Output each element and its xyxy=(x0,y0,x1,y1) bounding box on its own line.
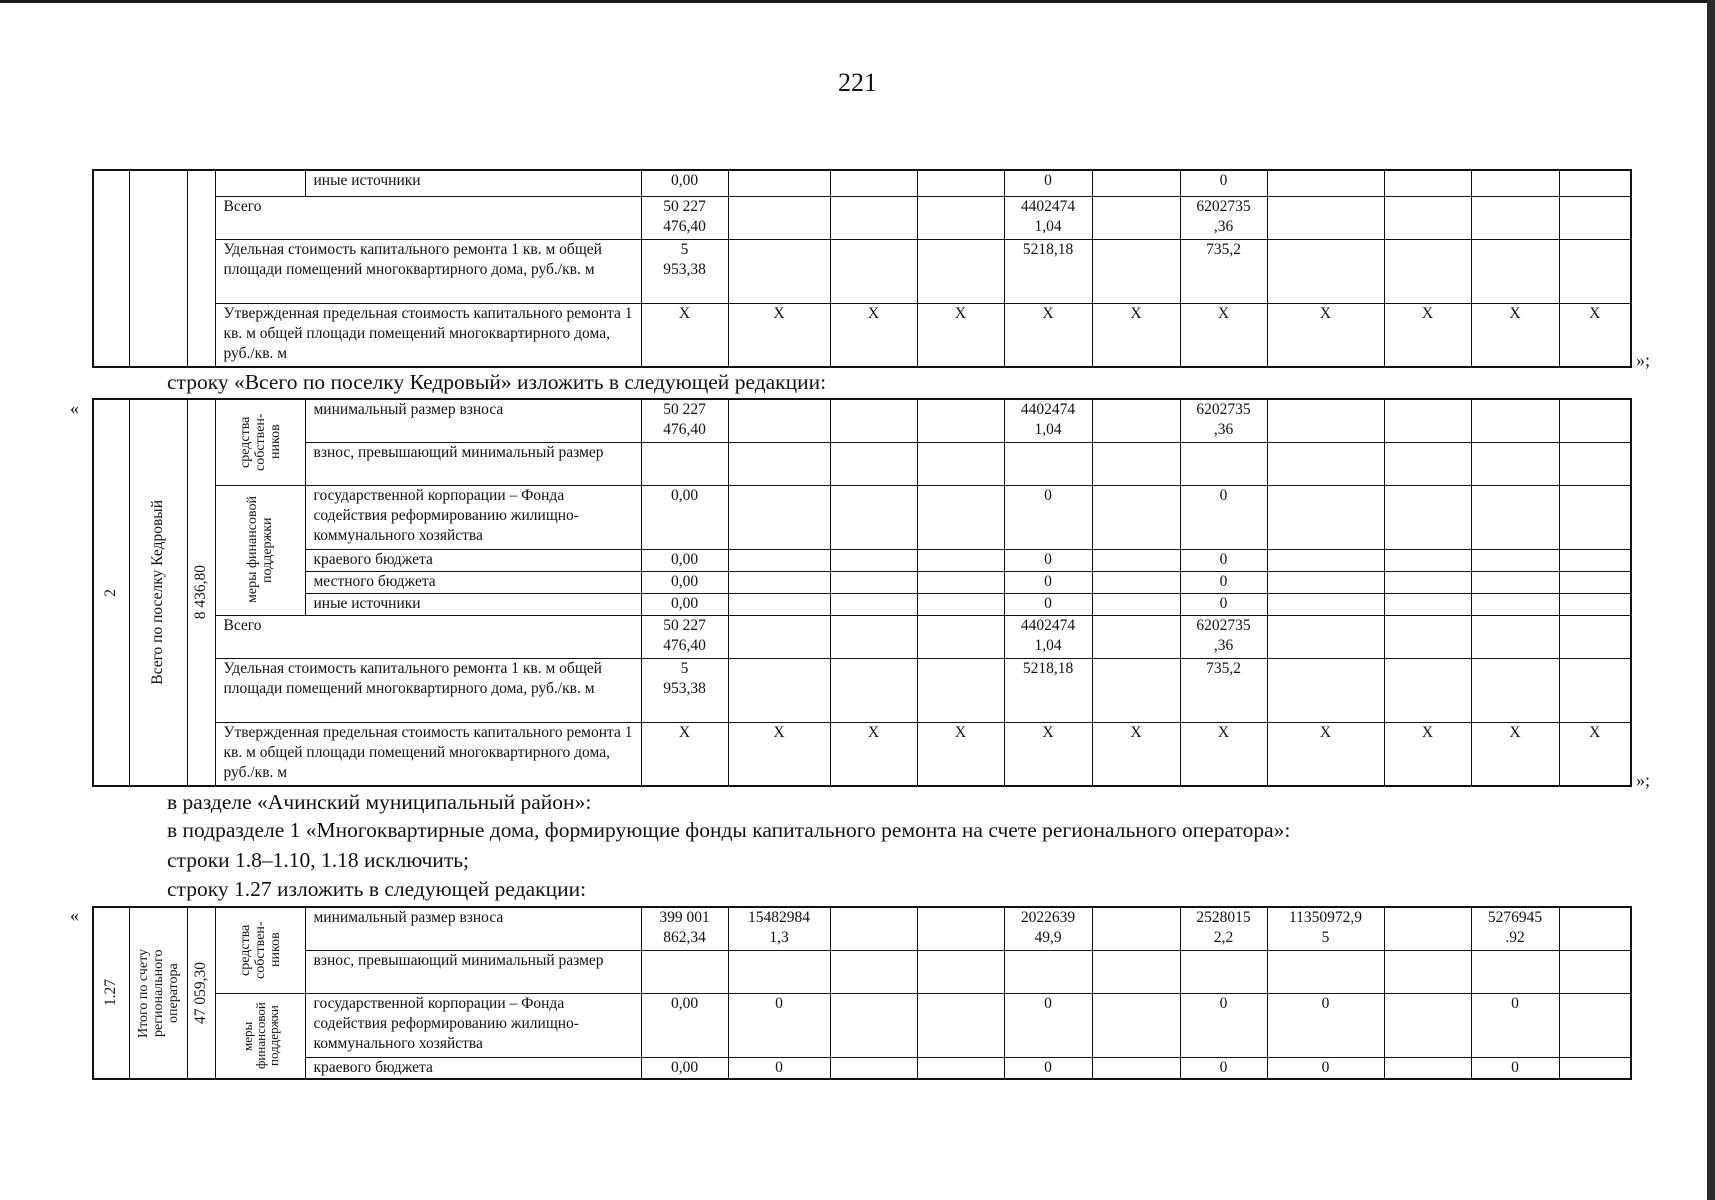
table-cell: 11350972,9 5 xyxy=(1267,907,1384,950)
table-cell: 0 xyxy=(1004,571,1092,593)
table-cell: X xyxy=(728,303,830,367)
table-cell: 0 xyxy=(1471,1057,1559,1079)
table-kedrovy xyxy=(92,398,1632,787)
table-cell xyxy=(1384,485,1471,549)
table-cell xyxy=(1559,907,1631,950)
table-cell xyxy=(1559,549,1631,571)
table-cell xyxy=(1180,950,1267,993)
table-cell xyxy=(1384,593,1471,615)
table-group-cell xyxy=(215,170,305,196)
table-cell xyxy=(830,615,917,658)
table-cell xyxy=(1471,615,1559,658)
table-cell xyxy=(917,485,1004,549)
table-cell xyxy=(917,239,1004,303)
table-cell xyxy=(1092,170,1180,196)
row-label: местного бюджета xyxy=(305,571,641,593)
table-cell xyxy=(1384,442,1471,485)
open-quote: « xyxy=(70,905,79,925)
table-cell xyxy=(1092,907,1180,950)
table-cell xyxy=(1559,399,1631,442)
table-cell xyxy=(830,1057,917,1079)
table-cell xyxy=(1267,485,1384,549)
table-cell: X xyxy=(1004,722,1092,786)
row-label: минимальный размер взноса xyxy=(305,907,641,950)
table-cell xyxy=(830,485,917,549)
table-cell: 0 xyxy=(1267,1057,1384,1079)
table-cell: 50 227 476,40 xyxy=(641,196,728,239)
table-cell: 0 xyxy=(1004,993,1092,1057)
table-cell xyxy=(728,196,830,239)
table-cell xyxy=(917,658,1004,722)
table-cell xyxy=(1267,658,1384,722)
row-label: Утвержденная предельная стоимость капитального ремонта 1 кв. м общей площади помещений многоквартирного дома, руб./кв. м xyxy=(215,303,641,367)
row-name: Итого по счету регионального оператора xyxy=(129,907,187,1079)
table-cell xyxy=(641,950,728,993)
table-cell xyxy=(1092,196,1180,239)
table-cell xyxy=(1559,993,1631,1057)
table-cell: X xyxy=(641,722,728,786)
table-cell xyxy=(1267,549,1384,571)
table-cell xyxy=(728,239,830,303)
table-cell: 0 xyxy=(1004,549,1092,571)
table-cell xyxy=(1092,993,1180,1057)
table-cell xyxy=(728,615,830,658)
table-cell xyxy=(830,593,917,615)
table-cell xyxy=(917,170,1004,196)
table-cell: 6202735 ,36 xyxy=(1180,615,1267,658)
paragraph-subsection: в подразделе 1 «Многоквартирные дома, формирующие фонды капитального ремонта на счете регионального оператора»: xyxy=(167,818,1291,842)
table-cell xyxy=(917,615,1004,658)
table-col-num xyxy=(93,170,129,367)
row-label: взнос, превышающий минимальный размер xyxy=(305,442,641,485)
table-cell xyxy=(1559,239,1631,303)
table-cell: 0 xyxy=(728,1057,830,1079)
table-cell xyxy=(1384,950,1471,993)
row-label: минимальный размер взноса xyxy=(305,399,641,442)
table-cell xyxy=(1559,950,1631,993)
table-cell xyxy=(728,571,830,593)
table-cell: 399 001 862,34 xyxy=(641,907,728,950)
table-cell: 4402474 1,04 xyxy=(1004,399,1092,442)
table-cell xyxy=(728,399,830,442)
table-cell: 0 xyxy=(1180,593,1267,615)
table-cell xyxy=(1559,170,1631,196)
table-cell: X xyxy=(728,722,830,786)
table-cell: 0 xyxy=(1180,571,1267,593)
table-cell: X xyxy=(1180,722,1267,786)
table-cell xyxy=(1471,658,1559,722)
table-cell: X xyxy=(1267,722,1384,786)
table-cell xyxy=(1092,399,1180,442)
table-cell xyxy=(1471,549,1559,571)
table-cell xyxy=(1004,950,1092,993)
table-cell: 0 xyxy=(1180,993,1267,1057)
table-cell xyxy=(917,399,1004,442)
table-cell xyxy=(1471,399,1559,442)
table-cell xyxy=(1267,239,1384,303)
table-cell: 5 953,38 xyxy=(641,658,728,722)
open-quote: « xyxy=(70,398,79,418)
table-cell: 0 xyxy=(1004,1057,1092,1079)
table-cell xyxy=(830,993,917,1057)
paragraph-exclude: строки 1.8–1.10, 1.18 исключить; xyxy=(167,848,469,872)
table-cell xyxy=(1384,170,1471,196)
table-cell: X xyxy=(1180,303,1267,367)
table-cell: X xyxy=(830,722,917,786)
table-cell xyxy=(1092,658,1180,722)
table-cell xyxy=(1092,593,1180,615)
table-cell xyxy=(830,907,917,950)
table-cell: 6202735 ,36 xyxy=(1180,196,1267,239)
table-cell xyxy=(1559,615,1631,658)
row-label: иные источники xyxy=(305,593,641,615)
table-cell: 0,00 xyxy=(641,170,728,196)
table-cell xyxy=(1092,615,1180,658)
table-cell: 0 xyxy=(1180,1057,1267,1079)
table-cell xyxy=(1267,442,1384,485)
table-cell xyxy=(1092,950,1180,993)
table-cell xyxy=(728,658,830,722)
table-cell: X xyxy=(1004,303,1092,367)
row-label: Всего xyxy=(215,615,641,658)
paragraph-instruction: строку 1.27 изложить в следующей редакции: xyxy=(167,877,587,901)
table-cell: 2528015 2,2 xyxy=(1180,907,1267,950)
table-cell: 0 xyxy=(728,993,830,1057)
table-cell: 0 xyxy=(1471,993,1559,1057)
table-cell xyxy=(1267,593,1384,615)
table-cell xyxy=(830,239,917,303)
table-row-1-27 xyxy=(92,906,1632,1080)
table-cell xyxy=(1267,399,1384,442)
table-cell xyxy=(1471,950,1559,993)
table-cell: X xyxy=(1384,303,1471,367)
table-cell xyxy=(1471,170,1559,196)
table-cell: 2022639 49,9 xyxy=(1004,907,1092,950)
table-cell xyxy=(917,571,1004,593)
table-cell xyxy=(1559,571,1631,593)
table-cell xyxy=(917,593,1004,615)
table-cell xyxy=(830,442,917,485)
table-cell xyxy=(830,196,917,239)
scan-edge-right xyxy=(1707,0,1715,1200)
row-label: иные источники xyxy=(305,170,641,196)
table-cell: 0 xyxy=(1004,485,1092,549)
table-cell: X xyxy=(1267,303,1384,367)
row-area: 8 436,80 xyxy=(187,399,215,786)
table-cell xyxy=(1267,950,1384,993)
table-cell: X xyxy=(917,303,1004,367)
table-cell: X xyxy=(1471,303,1559,367)
table-cell xyxy=(1384,1057,1471,1079)
group-support: меры финансовой поддержки xyxy=(215,485,305,615)
table-cell xyxy=(1384,196,1471,239)
row-label: Утвержденная предельная стоимость капитального ремонта 1 кв. м общей площади помещений многоквартирного дома, руб./кв. м xyxy=(215,722,641,786)
table-cell xyxy=(1267,571,1384,593)
row-label: Удельная стоимость капитального ремонта 1 кв. м общей площади помещений многоквартирного дома, руб./кв. м xyxy=(215,658,641,722)
row-area: 47 059,30 xyxy=(187,907,215,1079)
table-cell: 6202735 ,36 xyxy=(1180,399,1267,442)
table-cell xyxy=(1471,485,1559,549)
table-cell xyxy=(1384,571,1471,593)
table-cell xyxy=(1092,549,1180,571)
table-cell xyxy=(917,907,1004,950)
table-cell xyxy=(917,196,1004,239)
table-cell xyxy=(1384,993,1471,1057)
table-cell: 50 227 476,40 xyxy=(641,399,728,442)
table-cell: 0,00 xyxy=(641,993,728,1057)
table-cell xyxy=(1384,399,1471,442)
table-cell: 0 xyxy=(1180,485,1267,549)
table-cell xyxy=(728,442,830,485)
table-cell xyxy=(830,950,917,993)
table-cell: 0 xyxy=(1004,593,1092,615)
table-cell: 15482984 1,3 xyxy=(728,907,830,950)
table-cell xyxy=(1384,549,1471,571)
group-owners: средства собствен-ников xyxy=(215,907,305,993)
table-cell xyxy=(917,442,1004,485)
table-cell: 5218,18 xyxy=(1004,658,1092,722)
table-cell: X xyxy=(1559,722,1631,786)
table-cell xyxy=(1559,442,1631,485)
row-label: государственной корпорации – Фонда содействия реформированию жилищно-коммунального хозяйства xyxy=(305,485,641,549)
table-col-name xyxy=(129,170,187,367)
table-cell xyxy=(1384,907,1471,950)
table-cell xyxy=(830,549,917,571)
table-cell xyxy=(1092,1057,1180,1079)
table-cell xyxy=(1471,442,1559,485)
table-cell xyxy=(1267,170,1384,196)
table-cell xyxy=(917,549,1004,571)
page-number: 221 xyxy=(838,68,877,97)
table-cell: 5 953,38 xyxy=(641,239,728,303)
table-cell: 5276945 .92 xyxy=(1471,907,1559,950)
table-cell: 0 xyxy=(1180,170,1267,196)
table-cell xyxy=(1559,196,1631,239)
table-cell xyxy=(1267,196,1384,239)
table-cell: X xyxy=(830,303,917,367)
table-cell: X xyxy=(1559,303,1631,367)
table-cell: X xyxy=(1092,722,1180,786)
table-cell: 0,00 xyxy=(641,571,728,593)
table-cell xyxy=(1180,442,1267,485)
paragraph-section: в разделе «Ачинский муниципальный район»: xyxy=(167,790,592,814)
group-support: меры финансовой поддержки xyxy=(215,993,305,1079)
table-cell xyxy=(1384,615,1471,658)
table-cell xyxy=(1559,485,1631,549)
table-col-area xyxy=(187,170,215,367)
table-cell xyxy=(728,549,830,571)
table-cell: X xyxy=(1471,722,1559,786)
table-cell xyxy=(1559,1057,1631,1079)
table-cell xyxy=(728,593,830,615)
table-cell: 0 xyxy=(1267,993,1384,1057)
table-cell xyxy=(1384,658,1471,722)
row-label: краевого бюджета xyxy=(305,549,641,571)
table-cell xyxy=(830,658,917,722)
row-number: 2 xyxy=(93,399,129,786)
table-cell: 0,00 xyxy=(641,549,728,571)
table-cell: 4402474 1,04 xyxy=(1004,196,1092,239)
row-label: краевого бюджета xyxy=(305,1057,641,1079)
table-cell xyxy=(1267,615,1384,658)
close-quote: »; xyxy=(1636,770,1651,790)
table-cell: X xyxy=(917,722,1004,786)
table-cell xyxy=(1092,442,1180,485)
table-cell: 4402474 1,04 xyxy=(1004,615,1092,658)
table-cell xyxy=(1471,239,1559,303)
row-label: Удельная стоимость капитального ремонта 1 кв. м общей площади помещений многоквартирного дома, руб./кв. м xyxy=(215,239,641,303)
table-cell xyxy=(830,399,917,442)
table-cell: X xyxy=(1384,722,1471,786)
row-label: взнос, превышающий минимальный размер xyxy=(305,950,641,993)
paragraph-instruction: строку «Всего по поселку Кедровый» изложить в следующей редакции: xyxy=(167,370,827,394)
table-cell: 50 227 476,40 xyxy=(641,615,728,658)
table-cell xyxy=(728,485,830,549)
table-cell: 0,00 xyxy=(641,1057,728,1079)
table-cell xyxy=(1471,571,1559,593)
table-cell xyxy=(1471,593,1559,615)
table-cell xyxy=(1471,196,1559,239)
table-cell: 735,2 xyxy=(1180,658,1267,722)
table-cell xyxy=(728,950,830,993)
table-cell: X xyxy=(1092,303,1180,367)
table-cell xyxy=(1092,239,1180,303)
table-cell xyxy=(917,993,1004,1057)
table-cell xyxy=(1559,658,1631,722)
table-cell xyxy=(917,1057,1004,1079)
table-cell xyxy=(1384,239,1471,303)
table-cell xyxy=(1092,571,1180,593)
table-cell xyxy=(641,442,728,485)
table-cell: 5218,18 xyxy=(1004,239,1092,303)
table-cell: 735,2 xyxy=(1180,239,1267,303)
table-cell xyxy=(728,170,830,196)
scan-edge-top xyxy=(0,0,1715,3)
row-label: Всего xyxy=(215,196,641,239)
group-owners: средства собствен-ников xyxy=(215,399,305,485)
table-cell xyxy=(830,571,917,593)
table-cell: 0 xyxy=(1004,170,1092,196)
row-name: Всего по поселку Кедровый xyxy=(129,399,187,786)
table-cell: 0,00 xyxy=(641,485,728,549)
table-cell xyxy=(1092,485,1180,549)
table-cell xyxy=(830,170,917,196)
row-label: государственной корпорации – Фонда содействия реформированию жилищно-коммунального хозяйства xyxy=(305,993,641,1057)
table-continuation xyxy=(92,169,1632,368)
row-number: 1.27 xyxy=(93,907,129,1079)
table-cell xyxy=(917,950,1004,993)
table-cell xyxy=(1559,593,1631,615)
table-cell xyxy=(1004,442,1092,485)
table-cell: X xyxy=(641,303,728,367)
table-cell: 0,00 xyxy=(641,593,728,615)
close-quote: »; xyxy=(1636,350,1651,370)
table-cell: 0 xyxy=(1180,549,1267,571)
